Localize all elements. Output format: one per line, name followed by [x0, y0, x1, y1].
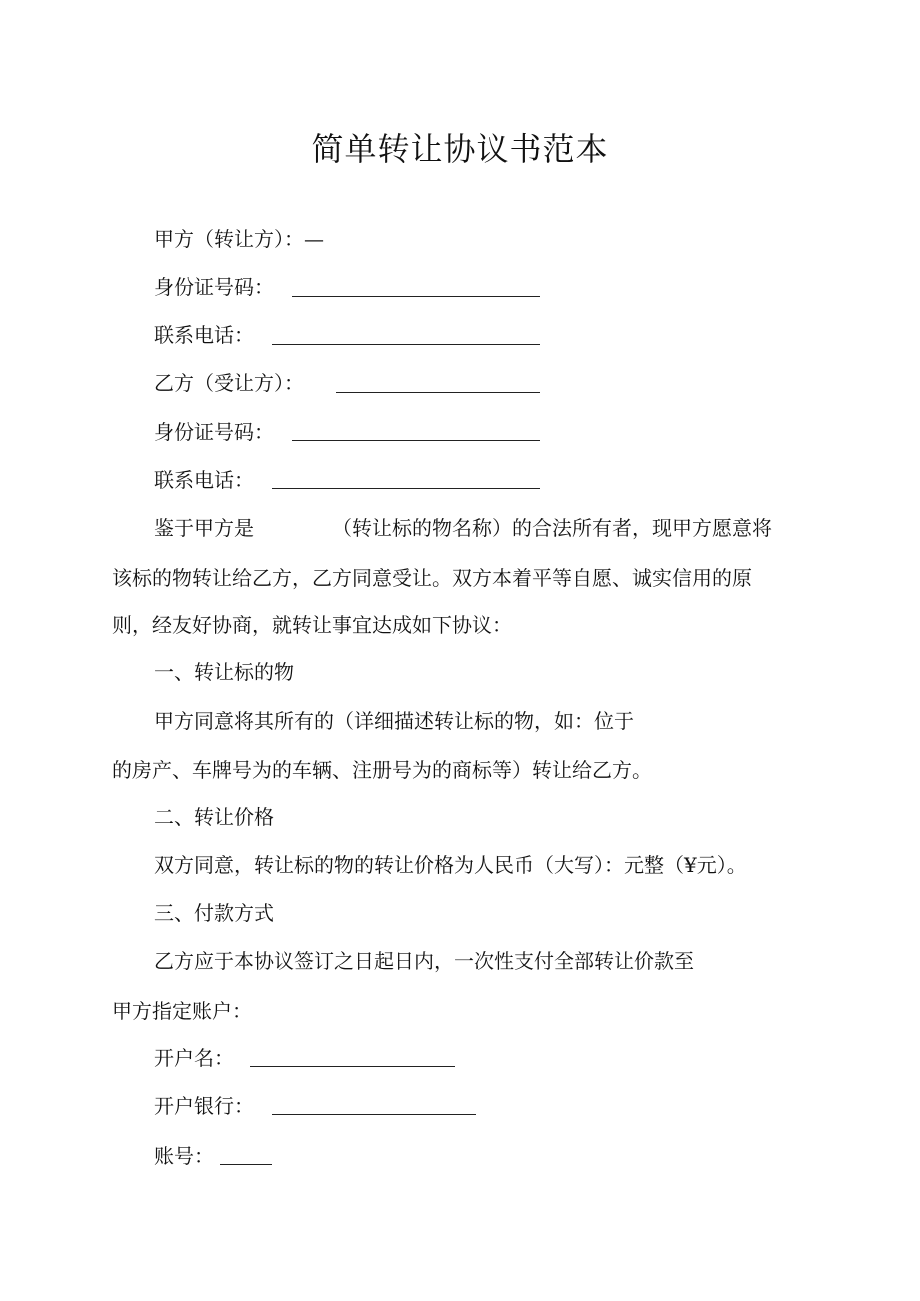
party-b-id-label: 身份证号码： [154, 420, 274, 444]
account-name-blank [250, 1066, 455, 1067]
bank-label: 开户银行： [154, 1094, 254, 1118]
section-1-heading: 一、转让标的物 [154, 660, 294, 684]
section-3-heading: 三、付款方式 [154, 901, 274, 925]
section-3-line-2: 甲方指定账户： [112, 999, 252, 1023]
intro-line-1a: 鉴于甲方是 [154, 516, 254, 540]
account-number-blank [220, 1164, 272, 1165]
party-b-phone-blank [272, 488, 540, 489]
party-a-phone-label: 联系电话： [154, 323, 254, 347]
intro-line-1b: （转让标的物名称）的合法所有者，现甲方愿意将 [332, 516, 772, 540]
section-1-line-2: 的房产、车牌号为的车辆、注册号为的商标等）转让给乙方。 [112, 758, 652, 782]
section-1-line-1: 甲方同意将其所有的（详细描述转让标的物，如：位于 [154, 709, 634, 733]
party-a-id-label: 身份证号码： [154, 275, 274, 299]
bank-blank [272, 1114, 476, 1115]
intro-line-2: 该标的物转让给乙方，乙方同意受让。双方本着平等自愿、诚实信用的原 [112, 566, 752, 590]
section-3-line-1: 乙方应于本协议签订之日起日内，一次性支付全部转让价款至 [154, 949, 694, 973]
party-a-phone-blank [272, 344, 540, 345]
section-2-line-1: 双方同意，转让标的物的转让价格为人民币（大写）：元整（¥元）。 [154, 853, 747, 877]
section-2-heading: 二、转让价格 [154, 805, 274, 829]
party-b-phone-label: 联系电话： [154, 468, 254, 492]
party-a-label: 甲方（转让方）：— [154, 227, 324, 251]
account-number-label: 账号： [154, 1144, 214, 1168]
intro-line-3: 则，经友好协商，就转让事宜达成如下协议： [112, 613, 512, 637]
party-b-id-blank [292, 440, 540, 441]
party-b-name-blank [336, 392, 540, 393]
document-title: 简单转让协议书范本 [311, 130, 609, 168]
account-name-label: 开户名： [154, 1046, 234, 1070]
party-a-id-blank [292, 296, 540, 297]
party-b-label: 乙方（受让方）： [154, 371, 304, 395]
